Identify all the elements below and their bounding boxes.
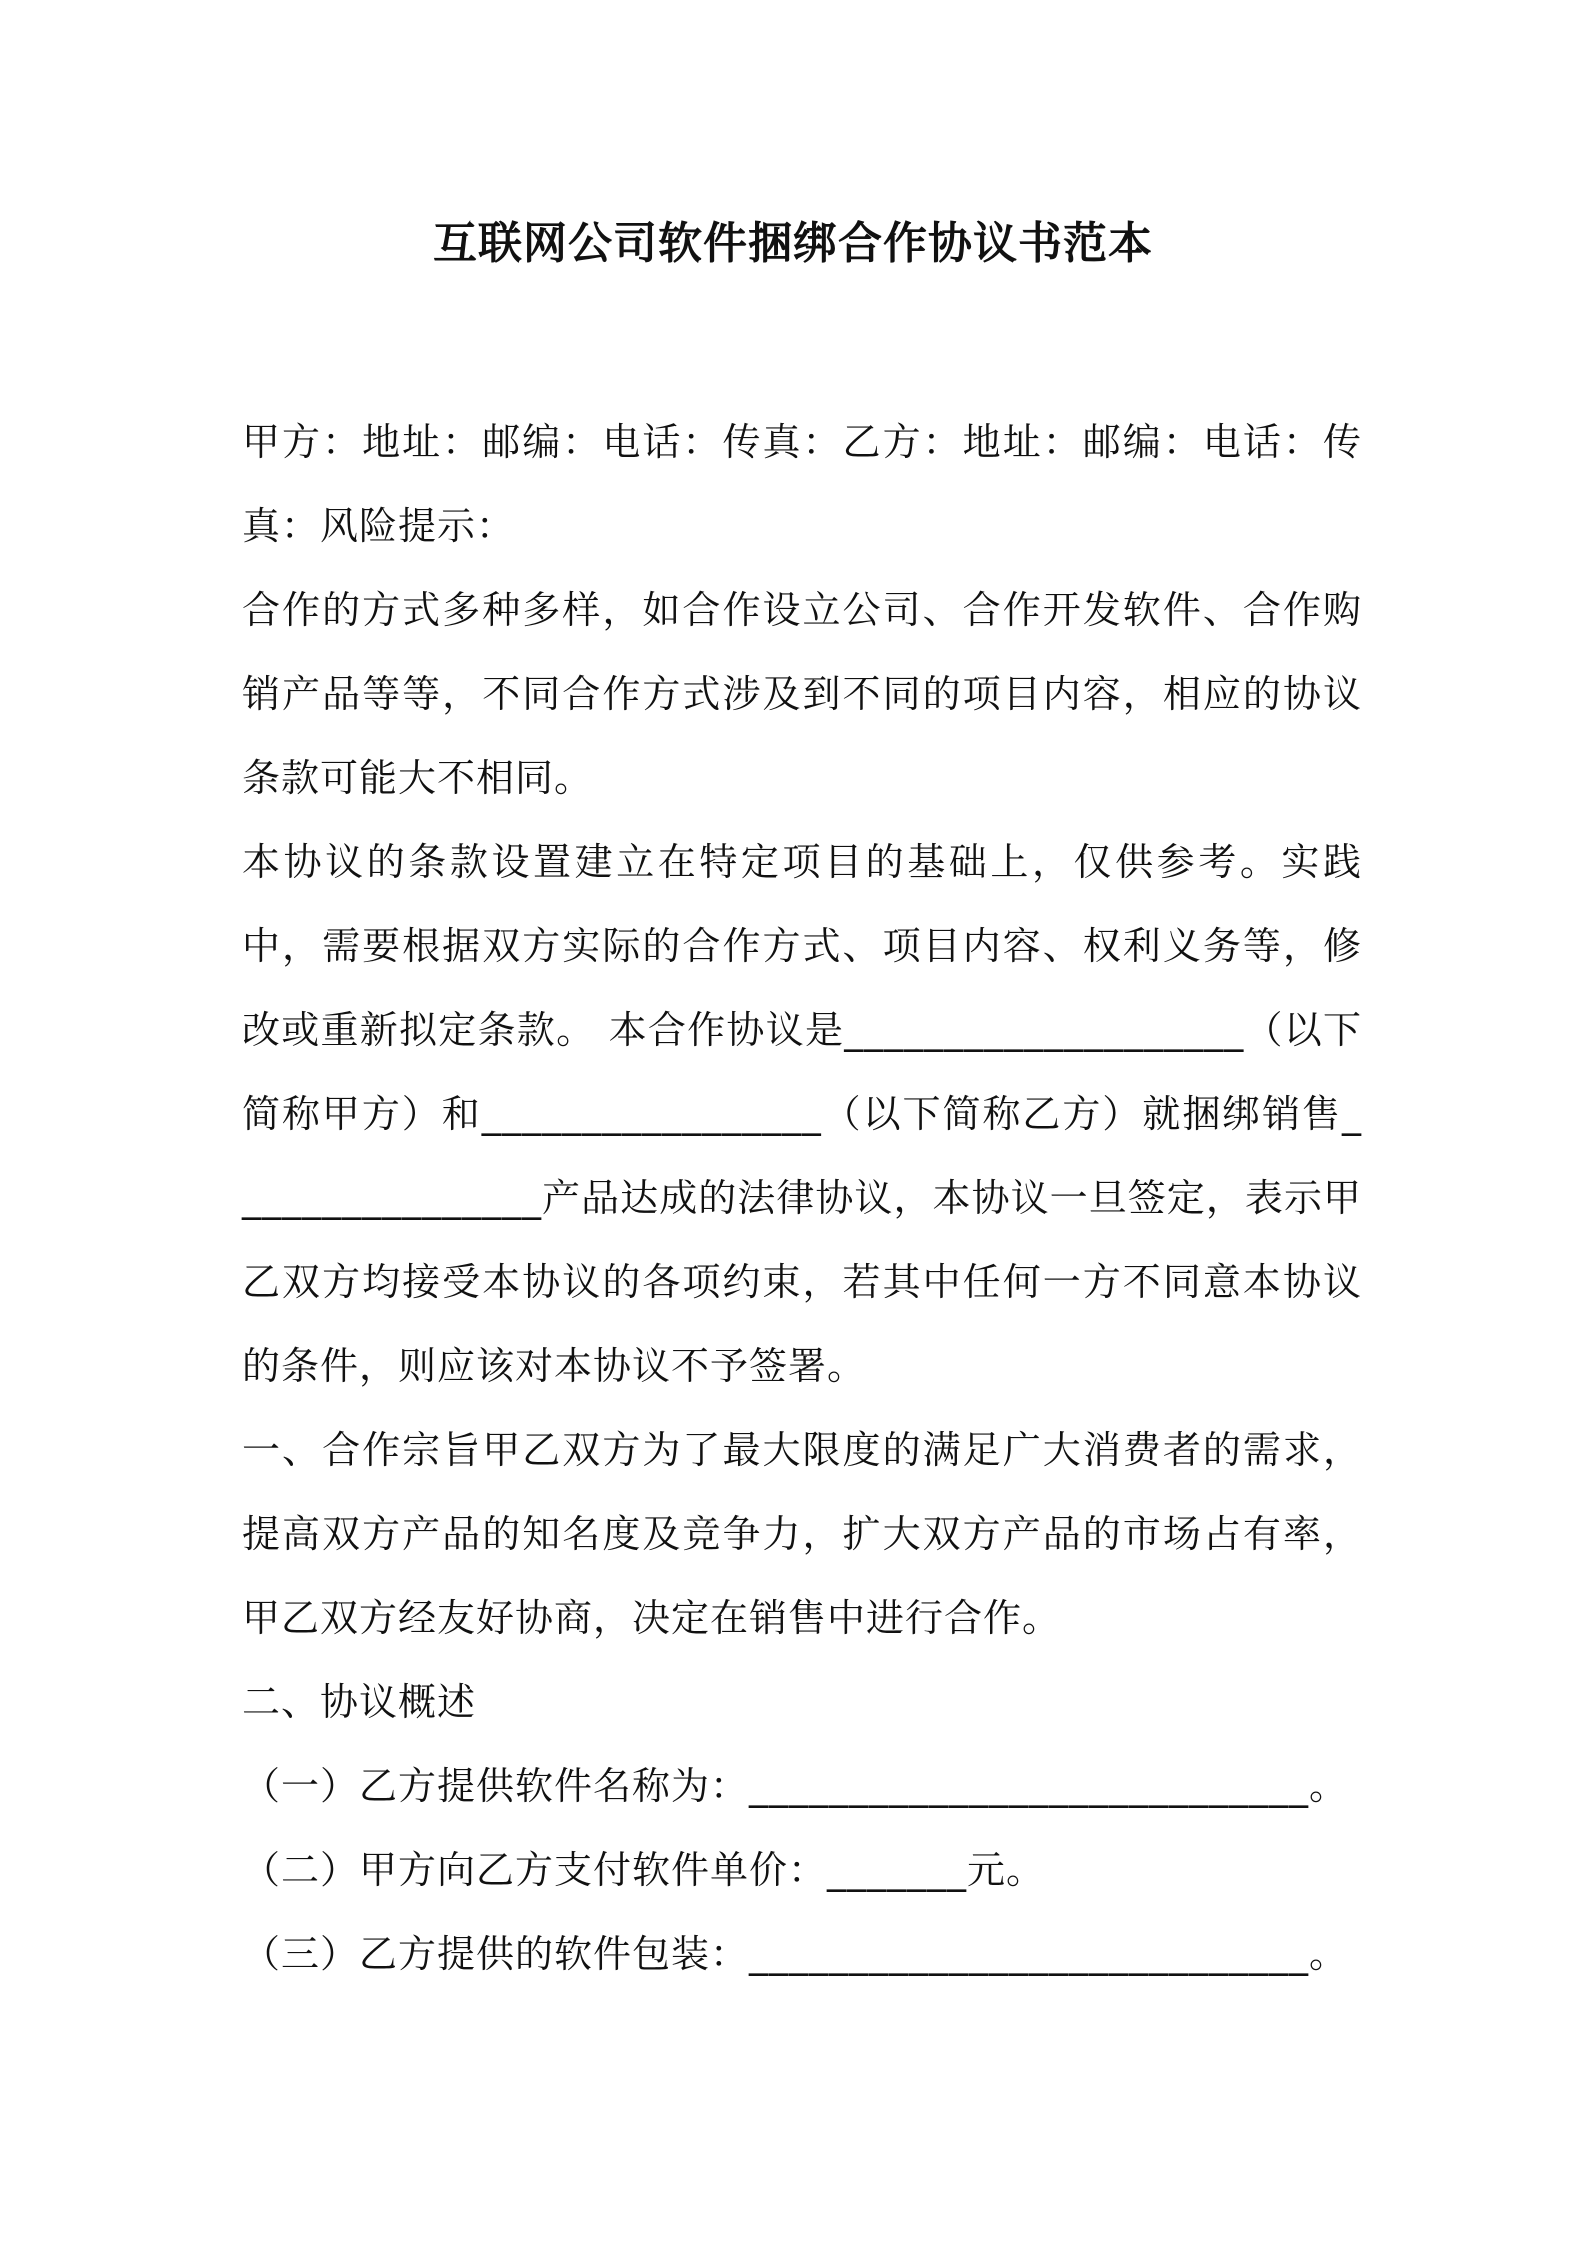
overview-item-software-name: （一）乙方提供软件名称为：____________________________。 xyxy=(242,1764,1349,1808)
party-info-paragraph: 甲方：地址：邮编：电话：传真：乙方：地址：邮编：电话：传真：风险提示： xyxy=(242,420,1362,548)
purpose-section-paragraph: 一、合作宗旨甲乙双方为了最大限度的满足广大消费者的需求，提高双方产品的知名度及竞争力，扩大双方产品的市场占有率，甲乙双方经友好协商，决定在销售中进行合作。 xyxy=(242,1428,1362,1640)
document-body xyxy=(242,400,1362,1996)
risk-notice-paragraph: 合作的方式多种多样，如合作设立公司、合作开发软件、合作购销产品等等，不同合作方式涉及到不同的项目内容，相应的协议条款可能大不相同。 xyxy=(242,588,1362,800)
overview-section-heading: 二、协议概述 xyxy=(242,1680,477,1724)
document-title: 互联网公司软件捆绑合作协议书范本 xyxy=(433,218,1153,269)
agreement-intro-paragraph: 本协议的条款设置建立在特定项目的基础上，仅供参考。实践中，需要根据双方实际的合作方式、项目内容、权利义务等，修改或重新拟定条款。 本合作协议是____________________（以下简称甲方）和_________________（以下简称乙方）就捆绑销售________________产品达成的法律协议，本协议一旦签定，表示甲乙双方均接受本协议的各项约束，若其中任何一方不同意本协议的条件，则应该对本协议不予签署。 xyxy=(242,840,1362,1388)
overview-item-unit-price: （二）甲方向乙方支付软件单价：_______元。 xyxy=(242,1848,1046,1892)
overview-item-packaging: （三）乙方提供的软件包装：____________________________。 xyxy=(242,1932,1349,1976)
